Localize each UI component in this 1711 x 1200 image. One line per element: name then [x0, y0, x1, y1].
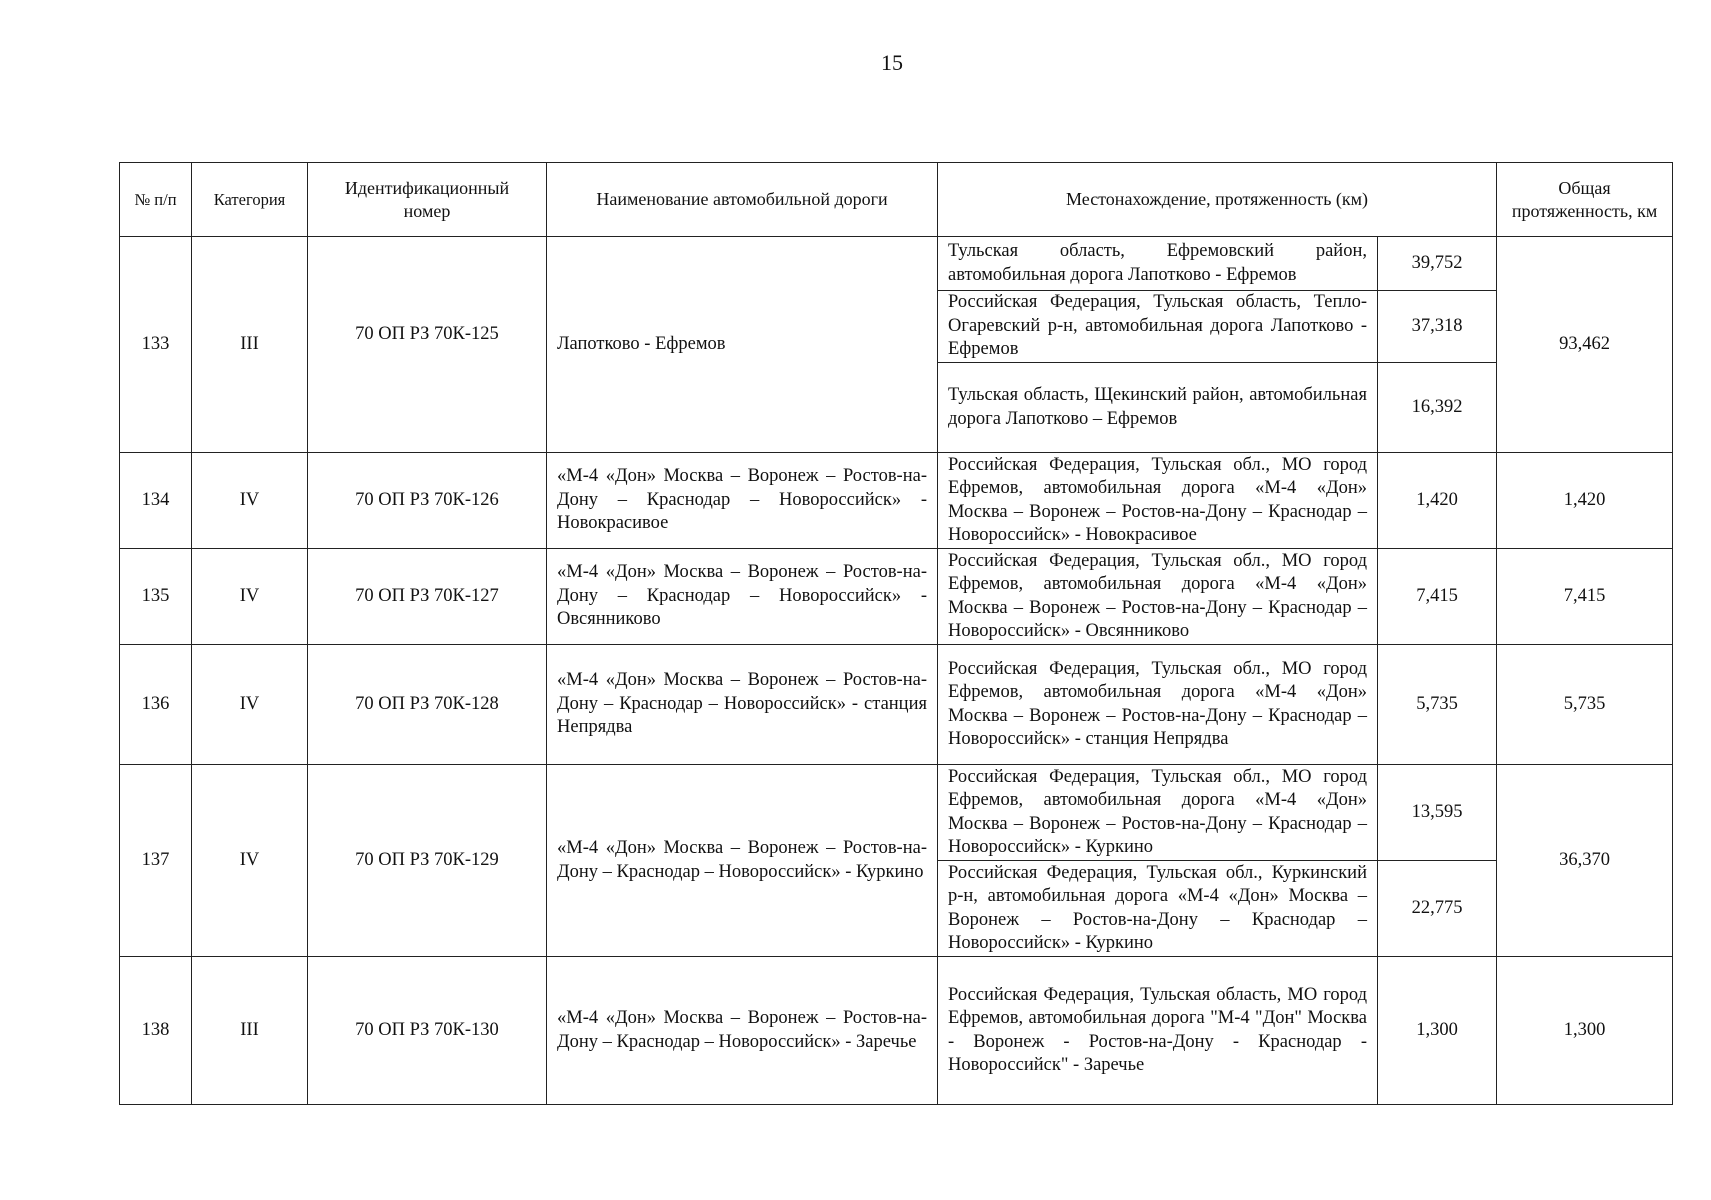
header-row: [120, 163, 1673, 237]
header-name: Наименование автомобильной дороги: [547, 163, 938, 237]
segment-length: 13,595: [1378, 765, 1497, 861]
header-num: № п/п: [120, 163, 192, 237]
segment-location: Российская Федерация, Тульская область, Тепло-Огаревский р-н, автомобильная дорога Лапотково - Ефремов: [938, 291, 1378, 363]
row-id: 70 ОП РЗ 70К-129: [308, 765, 547, 957]
row-num: 133: [120, 237, 192, 453]
segment-location: Российская Федерация, Тульская обл., МО город Ефремов, автомобильная дорога «М-4 «Дон» Москва – Воронеж – Ростов-на-Дону – Краснодар – Новороссийск» - Новокрасивое: [938, 453, 1378, 549]
row-road-name: «М-4 «Дон» Москва – Воронеж – Ростов-на-Дону – Краснодар – Новороссийск» - Новокрасивое: [547, 453, 938, 549]
segment-location: Тульская область, Ефремовский район, автомобильная дорога Лапотково - Ефремов: [938, 237, 1378, 291]
segment-location: Российская Федерация, Тульская область, МО город Ефремов, автомобильная дорога "М-4 "Дон" Москва - Воронеж - Ростов-на-Дону - Краснодар - Новороссийск" - Заречье: [938, 957, 1378, 1105]
segment-location: Российская Федерация, Тульская обл., МО город Ефремов, автомобильная дорога «М-4 «Дон» Москва – Воронеж – Ростов-на-Дону – Краснодар – Новороссийск» - Куркино: [938, 765, 1378, 861]
segment-length: 22,775: [1378, 861, 1497, 957]
roads-table: [119, 162, 1673, 1105]
segment-length: 5,735: [1378, 645, 1497, 765]
header-location: Местонахождение, протяженность (км): [938, 163, 1497, 237]
row-total: 1,300: [1497, 957, 1673, 1105]
row-total: 5,735: [1497, 645, 1673, 765]
table-row: [120, 957, 1673, 1105]
row-num: 137: [120, 765, 192, 957]
row-total: 7,415: [1497, 549, 1673, 645]
table-row: [120, 453, 1673, 549]
row-category: IV: [192, 549, 308, 645]
row-road-name: «М-4 «Дон» Москва – Воронеж – Ростов-на-Дону – Краснодар – Новороссийск» - Заречье: [547, 957, 938, 1105]
segment-length: 16,392: [1378, 363, 1497, 453]
row-total: 36,370: [1497, 765, 1673, 957]
page-number: 15: [881, 50, 903, 75]
segment-location: Российская Федерация, Тульская обл., Куркинский р-н, автомобильная дорога «М-4 «Дон» Москва – Воронеж – Ростов-на-Дону – Краснодар – Новороссийск» - Куркино: [938, 861, 1378, 957]
row-road-name: «М-4 «Дон» Москва – Воронеж – Ростов-на-Дону – Краснодар – Новороссийск» - станция Непрядва: [547, 645, 938, 765]
segment-length: 1,300: [1378, 957, 1497, 1105]
table-row: [120, 765, 1673, 861]
row-category: IV: [192, 765, 308, 957]
segment-length: 37,318: [1378, 291, 1497, 363]
row-road-name: «М-4 «Дон» Москва – Воронеж – Ростов-на-Дону – Краснодар – Новороссийск» - Куркино: [547, 765, 938, 957]
table-row: [120, 549, 1673, 645]
segment-location: Российская Федерация, Тульская обл., МО город Ефремов, автомобильная дорога «М-4 «Дон» Москва – Воронеж – Ростов-на-Дону – Краснодар – Новороссийск» - Овсянниково: [938, 549, 1378, 645]
table-row: [120, 645, 1673, 765]
segment-length: 7,415: [1378, 549, 1497, 645]
row-category: IV: [192, 453, 308, 549]
row-num: 134: [120, 453, 192, 549]
header-id: Идентификационный номер: [308, 163, 547, 237]
row-id: 70 ОП РЗ 70К-126: [308, 453, 547, 549]
row-num: 135: [120, 549, 192, 645]
row-category: III: [192, 237, 308, 453]
row-road-name: «М-4 «Дон» Москва – Воронеж – Ростов-на-Дону – Краснодар – Новороссийск» - Овсянниково: [547, 549, 938, 645]
table-row: [120, 237, 1673, 291]
row-category: III: [192, 957, 308, 1105]
row-id: 70 ОП РЗ 70К-127: [308, 549, 547, 645]
header-category: Категория: [192, 163, 308, 237]
row-num: 136: [120, 645, 192, 765]
segment-location: Тульская область, Щекинский район, автомобильная дорога Лапотково – Ефремов: [938, 363, 1378, 453]
row-id: 70 ОП РЗ 70К-128: [308, 645, 547, 765]
header-total: Общая протяженность, км: [1497, 163, 1673, 237]
row-id: 70 ОП РЗ 70К-125: [308, 237, 547, 453]
row-num: 138: [120, 957, 192, 1105]
row-total: 93,462: [1497, 237, 1673, 453]
segment-location: Российская Федерация, Тульская обл., МО город Ефремов, автомобильная дорога «М-4 «Дон» Москва – Воронеж – Ростов-на-Дону – Краснодар – Новороссийск» - станция Непрядва: [938, 645, 1378, 765]
row-id: 70 ОП РЗ 70К-130: [308, 957, 547, 1105]
segment-length: 39,752: [1378, 237, 1497, 291]
segment-length: 1,420: [1378, 453, 1497, 549]
row-total: 1,420: [1497, 453, 1673, 549]
row-road-name: Лапотково - Ефремов: [547, 237, 938, 453]
row-category: IV: [192, 645, 308, 765]
